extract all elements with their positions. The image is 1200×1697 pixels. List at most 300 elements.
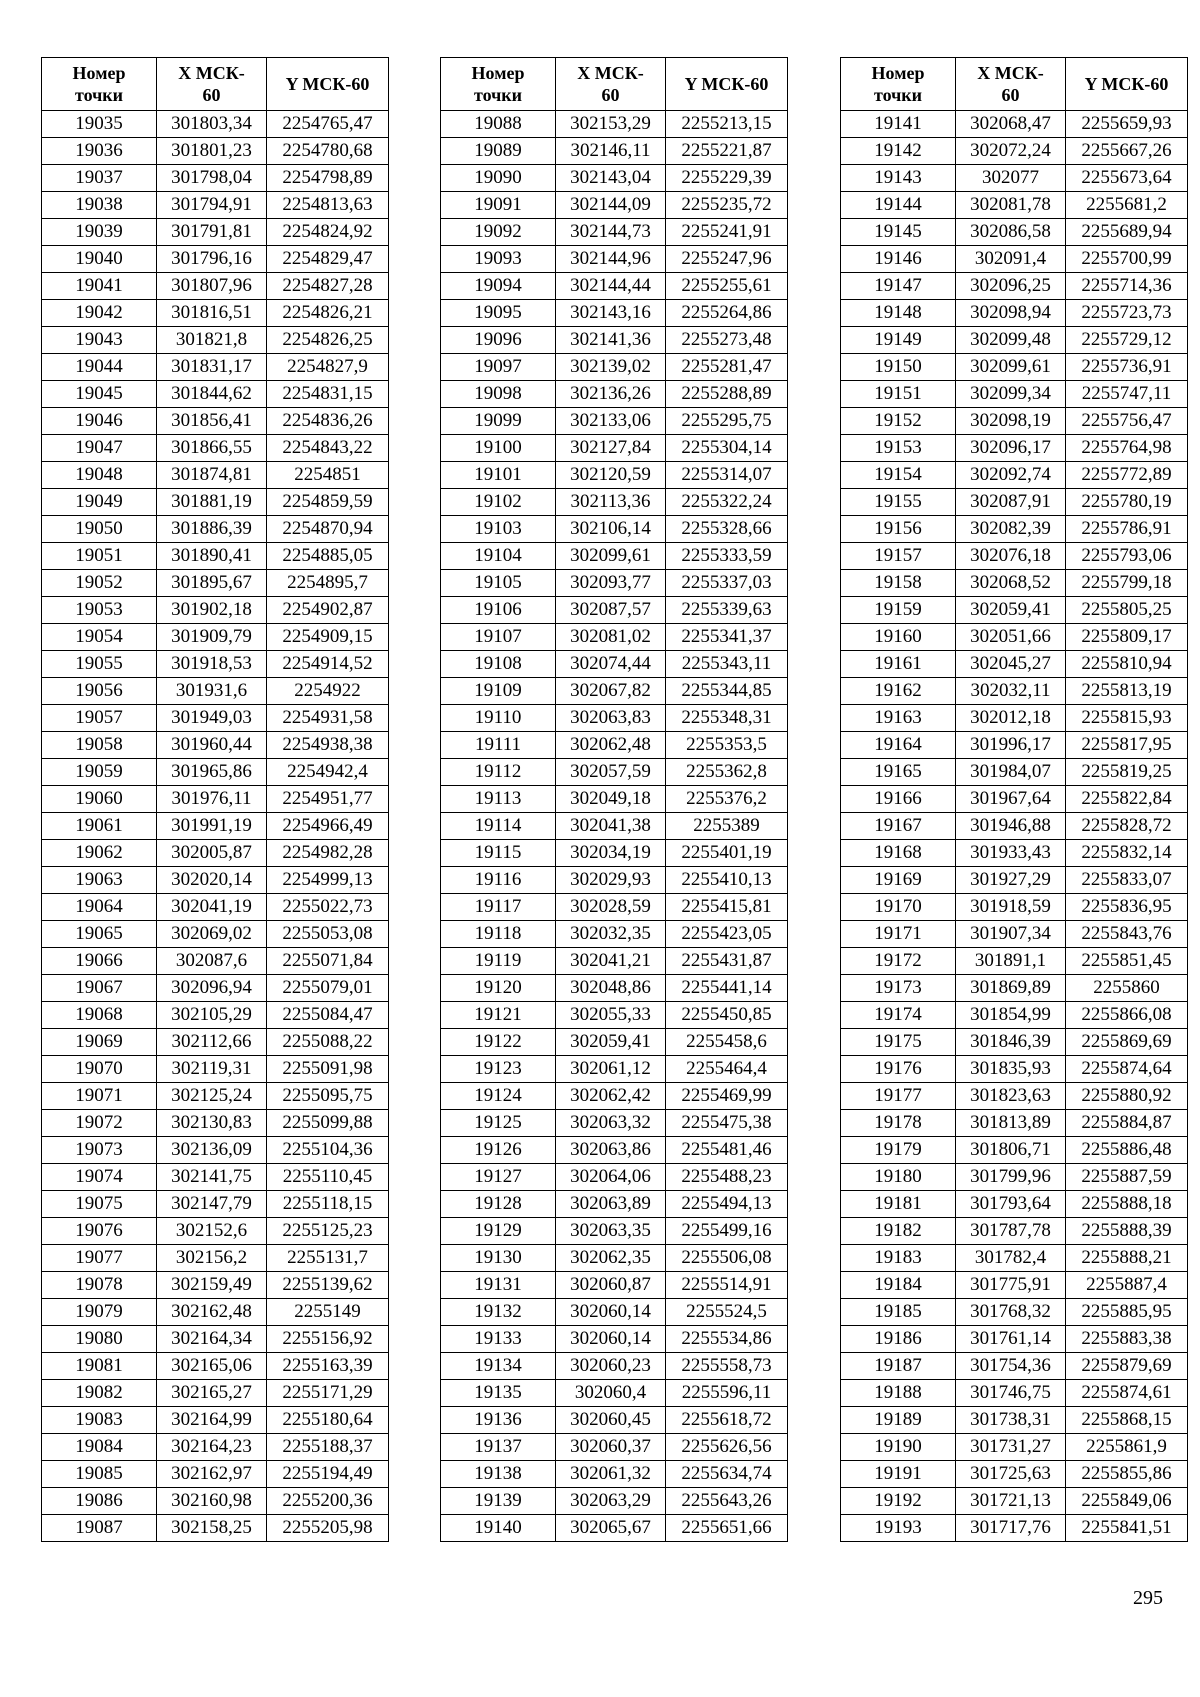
- cell-y: 2255314,07: [666, 462, 788, 489]
- cell-x: 302133,06: [556, 408, 666, 435]
- cell-x: 301918,59: [956, 894, 1066, 921]
- cell-x: 302105,29: [157, 1002, 267, 1029]
- table-row: [42, 1326, 389, 1353]
- table-row: [441, 813, 788, 840]
- cell-x: 302087,57: [556, 597, 666, 624]
- cell-x: 302144,73: [556, 219, 666, 246]
- cell-x: 301933,43: [956, 840, 1066, 867]
- table-row: [42, 1218, 389, 1245]
- cell-x: 301787,78: [956, 1218, 1066, 1245]
- table-row: [441, 705, 788, 732]
- cell-point-number: 19147: [841, 273, 956, 300]
- cell-x: 302165,27: [157, 1380, 267, 1407]
- table-row: [42, 732, 389, 759]
- cell-y: 2254765,47: [267, 111, 389, 138]
- table-row: [441, 138, 788, 165]
- table-row: [441, 219, 788, 246]
- cell-y: 2255780,19: [1066, 489, 1188, 516]
- cell-y: 2255131,7: [267, 1245, 389, 1272]
- header-point-number-line: Номер: [471, 63, 525, 83]
- cell-x: 302063,29: [556, 1488, 666, 1515]
- cell-x: 301754,36: [956, 1353, 1066, 1380]
- cell-point-number: 19039: [42, 219, 157, 246]
- cell-y: 2255879,69: [1066, 1353, 1188, 1380]
- cell-x: 302146,11: [556, 138, 666, 165]
- cell-point-number: 19193: [841, 1515, 956, 1542]
- cell-point-number: 19081: [42, 1353, 157, 1380]
- table-row: [441, 1434, 788, 1461]
- cell-x: 302164,99: [157, 1407, 267, 1434]
- cell-x: 301717,76: [956, 1515, 1066, 1542]
- table-row: [42, 381, 389, 408]
- cell-point-number: 19045: [42, 381, 157, 408]
- cell-x: 302063,89: [556, 1191, 666, 1218]
- cell-x: 302049,18: [556, 786, 666, 813]
- table-row: [841, 408, 1188, 435]
- cell-x: 302099,61: [956, 354, 1066, 381]
- cell-point-number: 19187: [841, 1353, 956, 1380]
- cell-y: 2255626,56: [666, 1434, 788, 1461]
- cell-x: 301799,96: [956, 1164, 1066, 1191]
- cell-point-number: 19071: [42, 1083, 157, 1110]
- cell-y: 2255772,89: [1066, 462, 1188, 489]
- cell-point-number: 19100: [441, 435, 556, 462]
- cell-point-number: 19095: [441, 300, 556, 327]
- cell-x: 301965,86: [157, 759, 267, 786]
- table-row: [42, 624, 389, 651]
- table-row: [441, 489, 788, 516]
- table-row: [42, 246, 389, 273]
- cell-x: 301793,64: [956, 1191, 1066, 1218]
- cell-point-number: 19191: [841, 1461, 956, 1488]
- cell-point-number: 19102: [441, 489, 556, 516]
- cell-x: 302086,58: [956, 219, 1066, 246]
- cell-x: 301775,91: [956, 1272, 1066, 1299]
- cell-y: 2255868,15: [1066, 1407, 1188, 1434]
- cell-point-number: 19098: [441, 381, 556, 408]
- cell-y: 2255793,06: [1066, 543, 1188, 570]
- cell-y: 2255423,05: [666, 921, 788, 948]
- cell-x: 302076,18: [956, 543, 1066, 570]
- cell-x: 301725,63: [956, 1461, 1066, 1488]
- cell-point-number: 19173: [841, 975, 956, 1002]
- cell-point-number: 19136: [441, 1407, 556, 1434]
- cell-point-number: 19162: [841, 678, 956, 705]
- cell-y: 2255805,25: [1066, 597, 1188, 624]
- cell-y: 2255353,5: [666, 732, 788, 759]
- table-row: [841, 435, 1188, 462]
- cell-y: 2255339,63: [666, 597, 788, 624]
- table-row: [841, 1353, 1188, 1380]
- cell-x: 302164,34: [157, 1326, 267, 1353]
- cell-point-number: 19058: [42, 732, 157, 759]
- cell-x: 302063,83: [556, 705, 666, 732]
- table-row: [441, 165, 788, 192]
- table-row: [841, 381, 1188, 408]
- cell-y: 2255643,26: [666, 1488, 788, 1515]
- header-x-line: X МСК-: [577, 63, 644, 83]
- cell-point-number: 19188: [841, 1380, 956, 1407]
- cell-point-number: 19128: [441, 1191, 556, 1218]
- cell-point-number: 19066: [42, 948, 157, 975]
- cell-y: 2255376,2: [666, 786, 788, 813]
- cell-x: 302028,59: [556, 894, 666, 921]
- table-row: [841, 651, 1188, 678]
- cell-y: 2254780,68: [267, 138, 389, 165]
- table-row: [841, 624, 1188, 651]
- table-row: [441, 1056, 788, 1083]
- cell-point-number: 19121: [441, 1002, 556, 1029]
- cell-y: 2255091,98: [267, 1056, 389, 1083]
- cell-point-number: 19112: [441, 759, 556, 786]
- table-row: [441, 327, 788, 354]
- cell-point-number: 19189: [841, 1407, 956, 1434]
- cell-x: 302064,06: [556, 1164, 666, 1191]
- cell-y: 2255235,72: [666, 192, 788, 219]
- cell-y: 2255053,08: [267, 921, 389, 948]
- cell-y: 2255255,61: [666, 273, 788, 300]
- cell-point-number: 19185: [841, 1299, 956, 1326]
- cell-x: 302120,59: [556, 462, 666, 489]
- cell-point-number: 19166: [841, 786, 956, 813]
- cell-x: 302098,94: [956, 300, 1066, 327]
- cell-point-number: 19169: [841, 867, 956, 894]
- cell-point-number: 19092: [441, 219, 556, 246]
- table-row: [441, 300, 788, 327]
- cell-point-number: 19140: [441, 1515, 556, 1542]
- cell-x: 301874,81: [157, 462, 267, 489]
- cell-point-number: 19146: [841, 246, 956, 273]
- table-row: [841, 246, 1188, 273]
- cell-y: 2255194,49: [267, 1461, 389, 1488]
- table-row: [441, 1245, 788, 1272]
- cell-point-number: 19041: [42, 273, 157, 300]
- cell-y: 2255499,16: [666, 1218, 788, 1245]
- table-row: [441, 273, 788, 300]
- table-row: [42, 651, 389, 678]
- cell-x: 302055,33: [556, 1002, 666, 1029]
- cell-y: 2254859,59: [267, 489, 389, 516]
- cell-y: 2255071,84: [267, 948, 389, 975]
- cell-x: 302162,97: [157, 1461, 267, 1488]
- cell-y: 2255869,69: [1066, 1029, 1188, 1056]
- table-row: [42, 408, 389, 435]
- table-row: [441, 570, 788, 597]
- cell-y: 2255099,88: [267, 1110, 389, 1137]
- cell-y: 2255156,92: [267, 1326, 389, 1353]
- cell-y: 2255815,93: [1066, 705, 1188, 732]
- cell-x: 301996,17: [956, 732, 1066, 759]
- cell-y: 2255841,51: [1066, 1515, 1188, 1542]
- cell-point-number: 19090: [441, 165, 556, 192]
- cell-x: 302020,14: [157, 867, 267, 894]
- table-row: [441, 1191, 788, 1218]
- cell-x: 302165,06: [157, 1353, 267, 1380]
- cell-point-number: 19115: [441, 840, 556, 867]
- table-row: [441, 192, 788, 219]
- cell-y: 2255861,9: [1066, 1434, 1188, 1461]
- header-x-line: X МСК-: [977, 63, 1044, 83]
- cell-x: 302125,24: [157, 1083, 267, 1110]
- cell-x: 302060,4: [556, 1380, 666, 1407]
- cell-x: 301991,19: [157, 813, 267, 840]
- cell-point-number: 19096: [441, 327, 556, 354]
- cell-y: 2255799,18: [1066, 570, 1188, 597]
- cell-y: 2255104,36: [267, 1137, 389, 1164]
- cell-y: 2255809,17: [1066, 624, 1188, 651]
- cell-point-number: 19158: [841, 570, 956, 597]
- cell-y: 2254885,05: [267, 543, 389, 570]
- table-row: [42, 192, 389, 219]
- cell-point-number: 19080: [42, 1326, 157, 1353]
- cell-x: 301835,93: [956, 1056, 1066, 1083]
- cell-y: 2255822,84: [1066, 786, 1188, 813]
- cell-x: 302048,86: [556, 975, 666, 1002]
- cell-x: 301902,18: [157, 597, 267, 624]
- cell-y: 2255817,95: [1066, 732, 1188, 759]
- cell-x: 301844,62: [157, 381, 267, 408]
- cell-y: 2254851: [267, 462, 389, 489]
- cell-x: 301794,91: [157, 192, 267, 219]
- cell-y: 2255714,36: [1066, 273, 1188, 300]
- cell-x: 302059,41: [556, 1029, 666, 1056]
- cell-point-number: 19103: [441, 516, 556, 543]
- cell-y: 2255295,75: [666, 408, 788, 435]
- cell-x: 301761,14: [956, 1326, 1066, 1353]
- cell-x: 301721,13: [956, 1488, 1066, 1515]
- coordinates-table-1: [41, 57, 389, 1542]
- cell-x: 302158,25: [157, 1515, 267, 1542]
- cell-y: 2254843,22: [267, 435, 389, 462]
- table-row: [441, 1407, 788, 1434]
- cell-point-number: 19059: [42, 759, 157, 786]
- cell-y: 2255786,91: [1066, 516, 1188, 543]
- table-row: [42, 111, 389, 138]
- cell-y: 2255681,2: [1066, 192, 1188, 219]
- table-row: [841, 678, 1188, 705]
- table-row: [441, 651, 788, 678]
- cell-x: 301881,19: [157, 489, 267, 516]
- cell-x: 301984,07: [956, 759, 1066, 786]
- cell-point-number: 19143: [841, 165, 956, 192]
- header-point-number-line: Номер: [72, 63, 126, 83]
- cell-y: 2255125,23: [267, 1218, 389, 1245]
- table-row: [441, 759, 788, 786]
- cell-y: 2255883,38: [1066, 1326, 1188, 1353]
- cell-x: 301813,89: [956, 1110, 1066, 1137]
- cell-y: 2254826,21: [267, 300, 389, 327]
- cell-y: 2254942,4: [267, 759, 389, 786]
- cell-x: 302164,23: [157, 1434, 267, 1461]
- table-row: [42, 273, 389, 300]
- cell-point-number: 19149: [841, 327, 956, 354]
- header-x-line: 60: [1001, 85, 1020, 105]
- table-row: [441, 111, 788, 138]
- table-row: [841, 1056, 1188, 1083]
- cell-y: 2255264,86: [666, 300, 788, 327]
- cell-x: 302060,14: [556, 1299, 666, 1326]
- table-row: [841, 1137, 1188, 1164]
- cell-y: 2255860: [1066, 975, 1188, 1002]
- cell-point-number: 19044: [42, 354, 157, 381]
- cell-point-number: 19170: [841, 894, 956, 921]
- cell-y: 2255333,59: [666, 543, 788, 570]
- cell-y: 2255886,48: [1066, 1137, 1188, 1164]
- cell-x: 302112,66: [157, 1029, 267, 1056]
- cell-point-number: 19083: [42, 1407, 157, 1434]
- header-x: [956, 58, 1066, 111]
- table-row: [841, 354, 1188, 381]
- cell-y: 2255415,81: [666, 894, 788, 921]
- cell-point-number: 19052: [42, 570, 157, 597]
- header-x-line: X МСК-: [178, 63, 245, 83]
- table-row: [441, 1326, 788, 1353]
- cell-y: 2255188,37: [267, 1434, 389, 1461]
- cell-x: 302062,42: [556, 1083, 666, 1110]
- cell-y: 2255344,85: [666, 678, 788, 705]
- table-row: [42, 1245, 389, 1272]
- coordinates-table-3: [840, 57, 1188, 1542]
- cell-point-number: 19078: [42, 1272, 157, 1299]
- table-row: [42, 705, 389, 732]
- cell-x: 302063,35: [556, 1218, 666, 1245]
- table-row: [441, 1461, 788, 1488]
- table-row: [42, 840, 389, 867]
- cell-y: 2255813,19: [1066, 678, 1188, 705]
- table-row: [441, 1299, 788, 1326]
- header-x: [157, 58, 267, 111]
- cell-point-number: 19076: [42, 1218, 157, 1245]
- cell-x: 302060,45: [556, 1407, 666, 1434]
- cell-point-number: 19099: [441, 408, 556, 435]
- cell-y: 2254909,15: [267, 624, 389, 651]
- cell-point-number: 19111: [441, 732, 556, 759]
- cell-y: 2255534,86: [666, 1326, 788, 1353]
- cell-y: 2255022,73: [267, 894, 389, 921]
- cell-point-number: 19141: [841, 111, 956, 138]
- cell-y: 2254836,26: [267, 408, 389, 435]
- cell-point-number: 19105: [441, 570, 556, 597]
- cell-y: 2255389: [666, 813, 788, 840]
- cell-y: 2255229,39: [666, 165, 788, 192]
- table-row: [441, 840, 788, 867]
- cell-y: 2255659,93: [1066, 111, 1188, 138]
- cell-y: 2255450,85: [666, 1002, 788, 1029]
- table-row: [841, 1461, 1188, 1488]
- cell-y: 2255874,64: [1066, 1056, 1188, 1083]
- table-row: [42, 1272, 389, 1299]
- cell-x: 301731,27: [956, 1434, 1066, 1461]
- cell-point-number: 19037: [42, 165, 157, 192]
- cell-x: 302060,37: [556, 1434, 666, 1461]
- cell-point-number: 19069: [42, 1029, 157, 1056]
- cell-point-number: 19161: [841, 651, 956, 678]
- cell-point-number: 19192: [841, 1488, 956, 1515]
- table-row: [441, 921, 788, 948]
- table-row: [42, 867, 389, 894]
- cell-y: 2255110,45: [267, 1164, 389, 1191]
- header-x-line: 60: [202, 85, 221, 105]
- table-row: [42, 1110, 389, 1137]
- cell-x: 301866,55: [157, 435, 267, 462]
- table-row: [441, 894, 788, 921]
- cell-x: 302099,48: [956, 327, 1066, 354]
- cell-x: 302005,87: [157, 840, 267, 867]
- table-row: [42, 435, 389, 462]
- cell-point-number: 19138: [441, 1461, 556, 1488]
- table-row: [841, 1515, 1188, 1542]
- table-row: [841, 543, 1188, 570]
- cell-point-number: 19118: [441, 921, 556, 948]
- cell-x: 302062,48: [556, 732, 666, 759]
- table-row: [441, 354, 788, 381]
- cell-point-number: 19093: [441, 246, 556, 273]
- cell-x: 301801,23: [157, 138, 267, 165]
- cell-y: 2255273,48: [666, 327, 788, 354]
- table-row: [841, 516, 1188, 543]
- table-row: [841, 786, 1188, 813]
- cell-x: 302091,4: [956, 246, 1066, 273]
- cell-x: 302067,82: [556, 678, 666, 705]
- cell-point-number: 19088: [441, 111, 556, 138]
- cell-y: 2255464,4: [666, 1056, 788, 1083]
- cell-x: 301927,29: [956, 867, 1066, 894]
- cell-x: 302059,41: [956, 597, 1066, 624]
- cell-point-number: 19124: [441, 1083, 556, 1110]
- cell-x: 301890,41: [157, 543, 267, 570]
- table-row: [841, 1326, 1188, 1353]
- cell-y: 2255079,01: [267, 975, 389, 1002]
- table-row: [841, 975, 1188, 1002]
- cell-point-number: 19067: [42, 975, 157, 1002]
- cell-point-number: 19087: [42, 1515, 157, 1542]
- cell-point-number: 19172: [841, 948, 956, 975]
- table-row: [441, 786, 788, 813]
- table-row: [42, 948, 389, 975]
- cell-y: 2255736,91: [1066, 354, 1188, 381]
- cell-x: 302092,74: [956, 462, 1066, 489]
- table-row: [42, 300, 389, 327]
- cell-x: 302061,32: [556, 1461, 666, 1488]
- cell-x: 302032,35: [556, 921, 666, 948]
- cell-y: 2255205,98: [267, 1515, 389, 1542]
- coordinates-table-2: [440, 57, 788, 1542]
- cell-y: 2255163,39: [267, 1353, 389, 1380]
- cell-y: 2255494,13: [666, 1191, 788, 1218]
- cell-x: 301931,6: [157, 678, 267, 705]
- cell-x: 302099,34: [956, 381, 1066, 408]
- cell-point-number: 19063: [42, 867, 157, 894]
- cell-point-number: 19068: [42, 1002, 157, 1029]
- cell-x: 302041,19: [157, 894, 267, 921]
- cell-x: 301807,96: [157, 273, 267, 300]
- cell-y: 2255888,21: [1066, 1245, 1188, 1272]
- cell-y: 2255855,86: [1066, 1461, 1188, 1488]
- cell-point-number: 19075: [42, 1191, 157, 1218]
- cell-y: 2254798,89: [267, 165, 389, 192]
- table-row: [441, 1110, 788, 1137]
- cell-point-number: 19120: [441, 975, 556, 1002]
- cell-x: 302051,66: [956, 624, 1066, 651]
- cell-point-number: 19104: [441, 543, 556, 570]
- cell-x: 302060,87: [556, 1272, 666, 1299]
- table-row: [441, 975, 788, 1002]
- cell-y: 2255180,64: [267, 1407, 389, 1434]
- cell-x: 302141,36: [556, 327, 666, 354]
- cell-x: 301803,34: [157, 111, 267, 138]
- cell-point-number: 19036: [42, 138, 157, 165]
- table-row: [441, 1002, 788, 1029]
